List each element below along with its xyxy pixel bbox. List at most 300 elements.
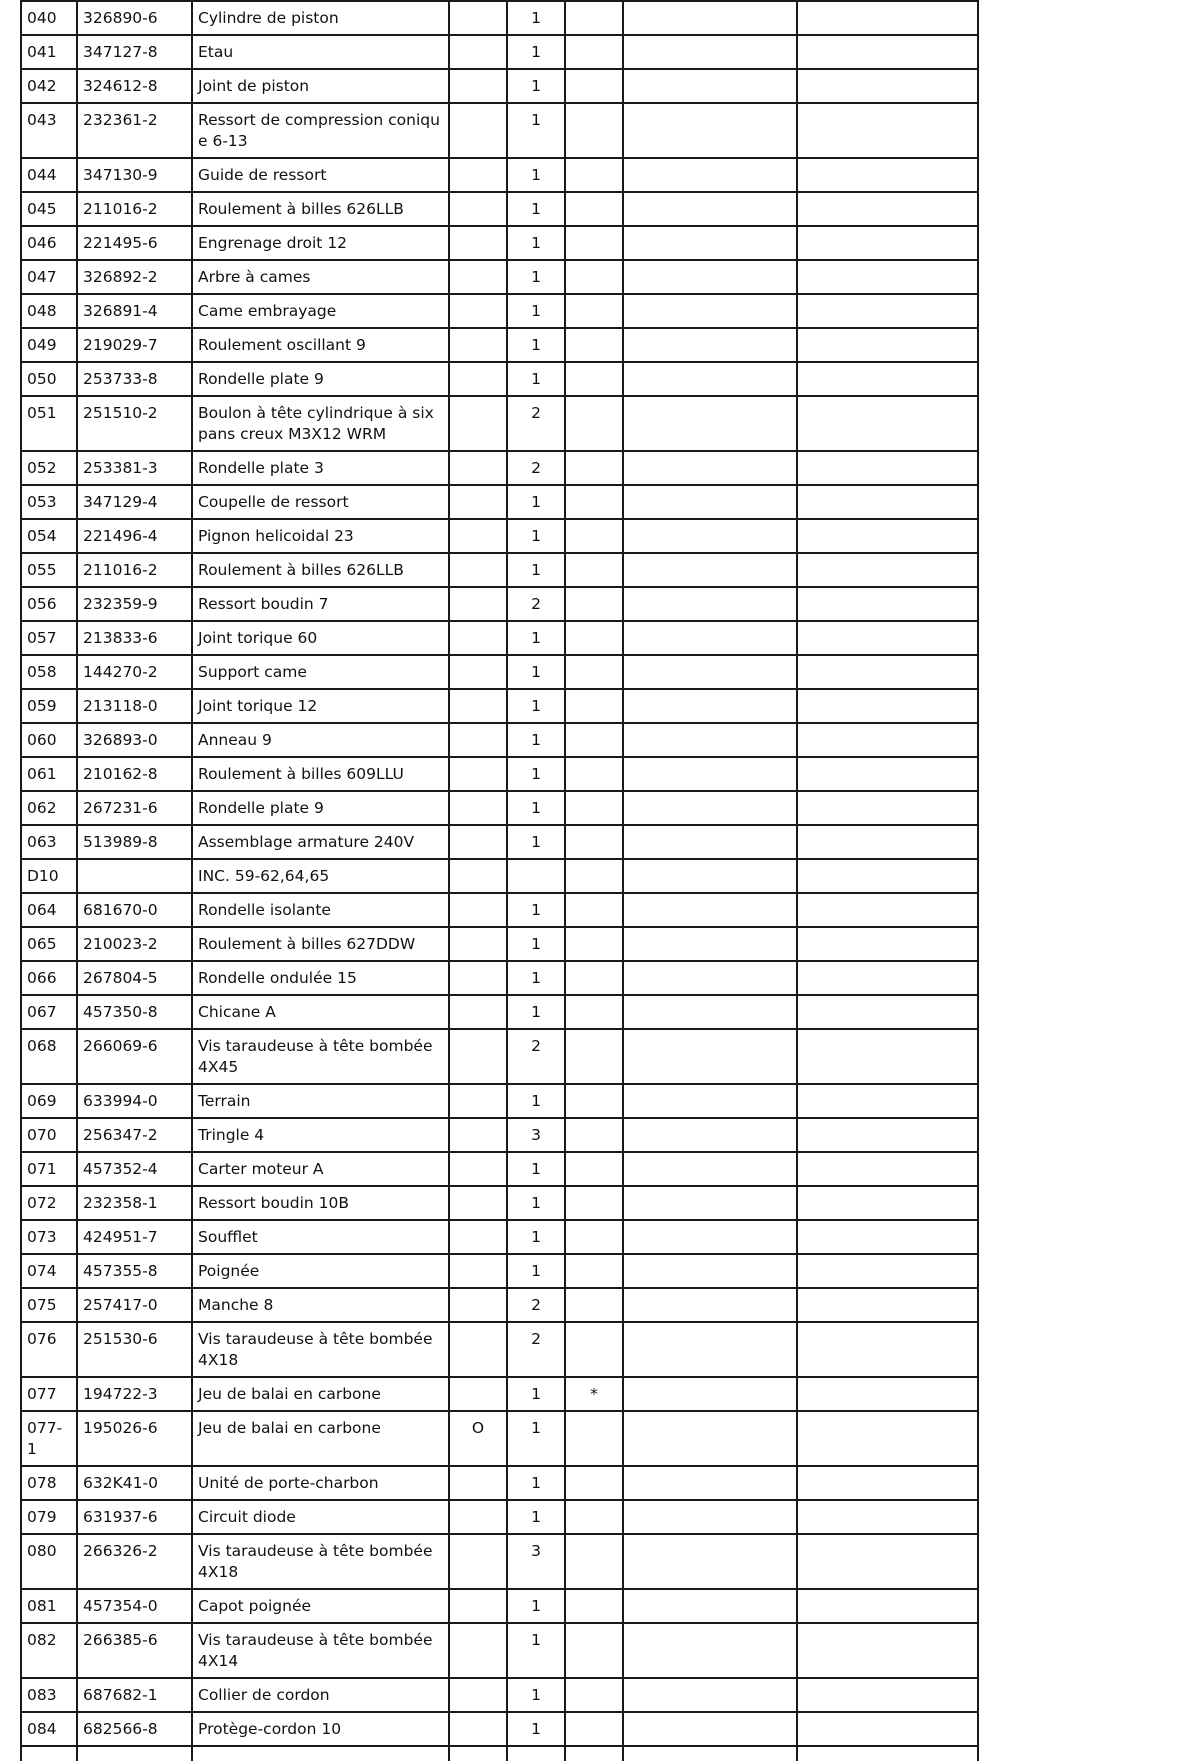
- item-number-cell: 071: [21, 1152, 77, 1186]
- description-cell: Vis taraudeuse à tête bombée 4X18: [192, 1534, 449, 1589]
- blank-cell: [797, 621, 978, 655]
- part-number-cell: 326892-2: [77, 260, 192, 294]
- table-row: [21, 689, 978, 723]
- option-cell: [449, 1084, 507, 1118]
- table-row: [21, 1254, 978, 1288]
- part-number-cell: 253733-8: [77, 362, 192, 396]
- quantity-cell: 1: [507, 1712, 565, 1746]
- quantity-cell: 1: [507, 485, 565, 519]
- blank-cell: [797, 791, 978, 825]
- part-number-cell: 232359-9: [77, 587, 192, 621]
- item-number-cell: 081: [21, 1589, 77, 1623]
- blank-cell: [797, 362, 978, 396]
- table-row: [21, 723, 978, 757]
- option-cell: [449, 757, 507, 791]
- table-row: [21, 1466, 978, 1500]
- item-number-cell: 084: [21, 1712, 77, 1746]
- quantity-cell: 3: [507, 1534, 565, 1589]
- item-number-cell: 064: [21, 893, 77, 927]
- item-number-cell: 041: [21, 35, 77, 69]
- blank-cell: [797, 1288, 978, 1322]
- item-number-cell: 057: [21, 621, 77, 655]
- table-row: [21, 294, 978, 328]
- part-number-cell: 232358-1: [77, 1186, 192, 1220]
- table-row: [21, 655, 978, 689]
- note-mark-cell: [565, 655, 623, 689]
- item-number-cell: 075: [21, 1288, 77, 1322]
- table-row: [21, 1118, 978, 1152]
- item-number-cell: 063: [21, 825, 77, 859]
- item-number-cell: 078: [21, 1466, 77, 1500]
- option-cell: [449, 1186, 507, 1220]
- quantity-cell: 1: [507, 1500, 565, 1534]
- part-number-cell: 513989-8: [77, 825, 192, 859]
- blank-cell: [623, 1623, 797, 1678]
- part-number-cell: 221496-4: [77, 519, 192, 553]
- option-cell: [449, 1152, 507, 1186]
- blank-cell: [623, 294, 797, 328]
- note-mark-cell: [565, 69, 623, 103]
- table-row: [21, 69, 978, 103]
- part-number-cell: 219029-7: [77, 328, 192, 362]
- blank-cell: [623, 1500, 797, 1534]
- blank-cell: [797, 961, 978, 995]
- item-number-cell: 080: [21, 1534, 77, 1589]
- option-cell: [449, 1534, 507, 1589]
- note-mark-cell: [565, 893, 623, 927]
- blank-cell: [797, 103, 978, 158]
- quantity-cell: 1: [507, 1186, 565, 1220]
- table-row-continuation: [21, 1746, 978, 1761]
- note-mark-cell: [565, 961, 623, 995]
- option-cell: [449, 1678, 507, 1712]
- blank-cell: [192, 1746, 449, 1761]
- description-cell: Joint torique 12: [192, 689, 449, 723]
- option-cell: [449, 655, 507, 689]
- item-number-cell: 053: [21, 485, 77, 519]
- blank-cell: [797, 485, 978, 519]
- blank-cell: [797, 1466, 978, 1500]
- option-cell: [449, 825, 507, 859]
- part-number-cell: 457352-4: [77, 1152, 192, 1186]
- quantity-cell: 2: [507, 396, 565, 451]
- blank-cell: [623, 859, 797, 893]
- item-number-cell: 050: [21, 362, 77, 396]
- option-cell: [449, 294, 507, 328]
- part-number-cell: 347127-8: [77, 35, 192, 69]
- table-row: [21, 1534, 978, 1589]
- table-row: [21, 396, 978, 451]
- blank-cell: [797, 1534, 978, 1589]
- item-number-cell: 069: [21, 1084, 77, 1118]
- note-mark-cell: [565, 1186, 623, 1220]
- blank-cell: [623, 723, 797, 757]
- item-number-cell: 076: [21, 1322, 77, 1377]
- description-cell: Assemblage armature 240V: [192, 825, 449, 859]
- part-number-cell: 326890-6: [77, 1, 192, 35]
- note-mark-cell: [565, 328, 623, 362]
- description-cell: Roulement oscillant 9: [192, 328, 449, 362]
- item-number-cell: 046: [21, 226, 77, 260]
- table-row: [21, 1589, 978, 1623]
- note-mark-cell: [565, 485, 623, 519]
- blank-cell: [797, 1411, 978, 1466]
- table-row: [21, 103, 978, 158]
- table-row: [21, 362, 978, 396]
- table-row: [21, 260, 978, 294]
- part-number-cell: 253381-3: [77, 451, 192, 485]
- table-row: [21, 1, 978, 35]
- blank-cell: [623, 260, 797, 294]
- item-number-cell: 044: [21, 158, 77, 192]
- option-cell: [449, 961, 507, 995]
- item-number-cell: D10: [21, 859, 77, 893]
- note-mark-cell: [565, 791, 623, 825]
- option-cell: [449, 1029, 507, 1084]
- option-cell: [449, 1623, 507, 1678]
- parts-list-sheet: [20, 0, 977, 1761]
- note-mark-cell: [565, 1411, 623, 1466]
- description-cell: Joint torique 60: [192, 621, 449, 655]
- table-row: [21, 961, 978, 995]
- blank-cell: [797, 553, 978, 587]
- blank-cell: [797, 69, 978, 103]
- option-cell: O: [449, 1411, 507, 1466]
- blank-cell: [797, 519, 978, 553]
- option-cell: [449, 260, 507, 294]
- option-cell: [449, 1288, 507, 1322]
- note-mark-cell: [565, 451, 623, 485]
- description-cell: Boulon à tête cylindrique à six pans creux M3X12 WRM: [192, 396, 449, 451]
- table-row: [21, 927, 978, 961]
- blank-cell: [623, 587, 797, 621]
- part-number-cell: 256347-2: [77, 1118, 192, 1152]
- description-cell: Engrenage droit 12: [192, 226, 449, 260]
- part-number-cell: 266069-6: [77, 1029, 192, 1084]
- blank-cell: [797, 587, 978, 621]
- table-row: [21, 1084, 978, 1118]
- table-row: [21, 1220, 978, 1254]
- description-cell: Vis taraudeuse à tête bombée 4X18: [192, 1322, 449, 1377]
- blank-cell: [623, 927, 797, 961]
- note-mark-cell: [565, 362, 623, 396]
- note-mark-cell: [565, 1084, 623, 1118]
- table-row: [21, 1152, 978, 1186]
- option-cell: [449, 35, 507, 69]
- quantity-cell: 2: [507, 1322, 565, 1377]
- quantity-cell: 1: [507, 1678, 565, 1712]
- part-number-cell: 213833-6: [77, 621, 192, 655]
- part-number-cell: 424951-7: [77, 1220, 192, 1254]
- blank-cell: [797, 1220, 978, 1254]
- quantity-cell: 1: [507, 260, 565, 294]
- option-cell: [449, 587, 507, 621]
- item-number-cell: 040: [21, 1, 77, 35]
- note-mark-cell: [565, 396, 623, 451]
- note-mark-cell: [565, 158, 623, 192]
- blank-cell: [623, 1322, 797, 1377]
- note-mark-cell: [565, 757, 623, 791]
- table-row: [21, 587, 978, 621]
- quantity-cell: 1: [507, 961, 565, 995]
- note-mark-cell: [565, 825, 623, 859]
- note-mark-cell: [565, 1029, 623, 1084]
- description-cell: Capot poignée: [192, 1589, 449, 1623]
- quantity-cell: 1: [507, 1589, 565, 1623]
- quantity-cell: 1: [507, 1152, 565, 1186]
- part-number-cell: 326891-4: [77, 294, 192, 328]
- quantity-cell: [507, 859, 565, 893]
- option-cell: [449, 192, 507, 226]
- description-cell: Jeu de balai en carbone: [192, 1411, 449, 1466]
- blank-cell: [797, 1589, 978, 1623]
- note-mark-cell: [565, 1118, 623, 1152]
- item-number-cell: 051: [21, 396, 77, 451]
- part-number-cell: 682566-8: [77, 1712, 192, 1746]
- item-number-cell: 079: [21, 1500, 77, 1534]
- parts-table-body: [21, 1, 978, 1761]
- part-number-cell: 266385-6: [77, 1623, 192, 1678]
- quantity-cell: 1: [507, 192, 565, 226]
- blank-cell: [623, 1288, 797, 1322]
- table-row: [21, 35, 978, 69]
- blank-cell: [797, 655, 978, 689]
- note-mark-cell: [565, 927, 623, 961]
- option-cell: [449, 995, 507, 1029]
- blank-cell: [623, 655, 797, 689]
- blank-cell: [797, 1186, 978, 1220]
- blank-cell: [797, 1084, 978, 1118]
- part-number-cell: 194722-3: [77, 1377, 192, 1411]
- parts-table: [20, 0, 979, 1761]
- note-mark-cell: [565, 689, 623, 723]
- description-cell: Support came: [192, 655, 449, 689]
- description-cell: Protège-cordon 10: [192, 1712, 449, 1746]
- description-cell: Rondelle ondulée 15: [192, 961, 449, 995]
- blank-cell: [449, 1746, 507, 1761]
- quantity-cell: 2: [507, 587, 565, 621]
- item-number-cell: 049: [21, 328, 77, 362]
- table-row: [21, 226, 978, 260]
- part-number-cell: 210162-8: [77, 757, 192, 791]
- quantity-cell: 3: [507, 1118, 565, 1152]
- description-cell: Vis taraudeuse à tête bombée 4X45: [192, 1029, 449, 1084]
- note-mark-cell: [565, 294, 623, 328]
- part-number-cell: 195026-6: [77, 1411, 192, 1466]
- item-number-cell: 077: [21, 1377, 77, 1411]
- description-cell: Came embrayage: [192, 294, 449, 328]
- blank-cell: [797, 1118, 978, 1152]
- table-row: [21, 1500, 978, 1534]
- blank-cell: [623, 689, 797, 723]
- blank-cell: [623, 995, 797, 1029]
- quantity-cell: 1: [507, 362, 565, 396]
- item-number-cell: 048: [21, 294, 77, 328]
- blank-cell: [21, 1746, 77, 1761]
- blank-cell: [623, 621, 797, 655]
- blank-cell: [623, 485, 797, 519]
- note-mark-cell: [565, 621, 623, 655]
- quantity-cell: 1: [507, 791, 565, 825]
- blank-cell: [797, 1, 978, 35]
- part-number-cell: 221495-6: [77, 226, 192, 260]
- blank-cell: [797, 226, 978, 260]
- description-cell: Coupelle de ressort: [192, 485, 449, 519]
- blank-cell: [797, 689, 978, 723]
- blank-cell: [623, 1534, 797, 1589]
- description-cell: Guide de ressort: [192, 158, 449, 192]
- table-row: [21, 328, 978, 362]
- blank-cell: [623, 1411, 797, 1466]
- blank-cell: [623, 451, 797, 485]
- blank-cell: [623, 103, 797, 158]
- quantity-cell: 1: [507, 893, 565, 927]
- table-row: [21, 1377, 978, 1411]
- note-mark-cell: [565, 995, 623, 1029]
- item-number-cell: 082: [21, 1623, 77, 1678]
- option-cell: [449, 451, 507, 485]
- quantity-cell: 1: [507, 69, 565, 103]
- description-cell: Ressort boudin 10B: [192, 1186, 449, 1220]
- blank-cell: [623, 1084, 797, 1118]
- item-number-cell: 045: [21, 192, 77, 226]
- description-cell: Arbre à cames: [192, 260, 449, 294]
- option-cell: [449, 1712, 507, 1746]
- description-cell: Tringle 4: [192, 1118, 449, 1152]
- note-mark-cell: [565, 103, 623, 158]
- note-mark-cell: [565, 1589, 623, 1623]
- item-number-cell: 070: [21, 1118, 77, 1152]
- item-number-cell: 058: [21, 655, 77, 689]
- blank-cell: [797, 1254, 978, 1288]
- table-row: [21, 621, 978, 655]
- part-number-cell: 457354-0: [77, 1589, 192, 1623]
- table-row: [21, 158, 978, 192]
- part-number-cell: 267804-5: [77, 961, 192, 995]
- blank-cell: [797, 859, 978, 893]
- item-number-cell: 072: [21, 1186, 77, 1220]
- note-mark-cell: [565, 1220, 623, 1254]
- blank-cell: [797, 757, 978, 791]
- description-cell: INC. 59-62,64,65: [192, 859, 449, 893]
- option-cell: [449, 1589, 507, 1623]
- part-number-cell: 633994-0: [77, 1084, 192, 1118]
- blank-cell: [623, 362, 797, 396]
- quantity-cell: 1: [507, 1, 565, 35]
- blank-cell: [623, 158, 797, 192]
- description-cell: Pignon helicoidal 23: [192, 519, 449, 553]
- blank-cell: [623, 1377, 797, 1411]
- quantity-cell: 1: [507, 1411, 565, 1466]
- blank-cell: [623, 1466, 797, 1500]
- blank-cell: [797, 723, 978, 757]
- description-cell: Rondelle plate 9: [192, 791, 449, 825]
- option-cell: [449, 621, 507, 655]
- part-number-cell: 457355-8: [77, 1254, 192, 1288]
- table-row: [21, 791, 978, 825]
- option-cell: [449, 69, 507, 103]
- table-row: [21, 1623, 978, 1678]
- blank-cell: [797, 825, 978, 859]
- item-number-cell: 056: [21, 587, 77, 621]
- option-cell: [449, 927, 507, 961]
- table-row: [21, 1288, 978, 1322]
- part-number-cell: 232361-2: [77, 103, 192, 158]
- item-number-cell: 074: [21, 1254, 77, 1288]
- blank-cell: [77, 1746, 192, 1761]
- quantity-cell: 1: [507, 1254, 565, 1288]
- part-number-cell: 687682-1: [77, 1678, 192, 1712]
- blank-cell: [623, 192, 797, 226]
- quantity-cell: 1: [507, 723, 565, 757]
- blank-cell: [623, 825, 797, 859]
- description-cell: Etau: [192, 35, 449, 69]
- option-cell: [449, 723, 507, 757]
- blank-cell: [623, 69, 797, 103]
- blank-cell: [797, 260, 978, 294]
- note-mark-cell: [565, 1322, 623, 1377]
- option-cell: [449, 519, 507, 553]
- quantity-cell: 1: [507, 1466, 565, 1500]
- description-cell: Roulement à billes 626LLB: [192, 192, 449, 226]
- blank-cell: [623, 893, 797, 927]
- blank-cell: [797, 35, 978, 69]
- table-row: [21, 1411, 978, 1466]
- blank-cell: [623, 35, 797, 69]
- item-number-cell: 061: [21, 757, 77, 791]
- description-cell: Jeu de balai en carbone: [192, 1377, 449, 1411]
- blank-cell: [797, 396, 978, 451]
- description-cell: Anneau 9: [192, 723, 449, 757]
- note-mark-cell: [565, 553, 623, 587]
- blank-cell: [623, 226, 797, 260]
- description-cell: Chicane A: [192, 995, 449, 1029]
- blank-cell: [797, 1746, 978, 1761]
- description-cell: Roulement à billes 627DDW: [192, 927, 449, 961]
- quantity-cell: 1: [507, 519, 565, 553]
- note-mark-cell: [565, 1152, 623, 1186]
- blank-cell: [623, 1, 797, 35]
- description-cell: Vis taraudeuse à tête bombée 4X14: [192, 1623, 449, 1678]
- quantity-cell: 1: [507, 158, 565, 192]
- blank-cell: [797, 1152, 978, 1186]
- part-number-cell: 631937-6: [77, 1500, 192, 1534]
- description-cell: Soufflet: [192, 1220, 449, 1254]
- quantity-cell: 1: [507, 553, 565, 587]
- item-number-cell: 073: [21, 1220, 77, 1254]
- table-row: [21, 519, 978, 553]
- blank-cell: [797, 1500, 978, 1534]
- quantity-cell: 1: [507, 328, 565, 362]
- note-mark-cell: [565, 192, 623, 226]
- part-number-cell: 213118-0: [77, 689, 192, 723]
- blank-cell: [797, 893, 978, 927]
- note-mark-cell: *: [565, 1377, 623, 1411]
- option-cell: [449, 103, 507, 158]
- quantity-cell: 1: [507, 621, 565, 655]
- item-number-cell: 055: [21, 553, 77, 587]
- note-mark-cell: [565, 1534, 623, 1589]
- blank-cell: [623, 1678, 797, 1712]
- description-cell: Rondelle plate 9: [192, 362, 449, 396]
- option-cell: [449, 485, 507, 519]
- table-row: [21, 995, 978, 1029]
- note-mark-cell: [565, 1678, 623, 1712]
- option-cell: [449, 396, 507, 451]
- note-mark-cell: [565, 1254, 623, 1288]
- note-mark-cell: [565, 35, 623, 69]
- note-mark-cell: [565, 1712, 623, 1746]
